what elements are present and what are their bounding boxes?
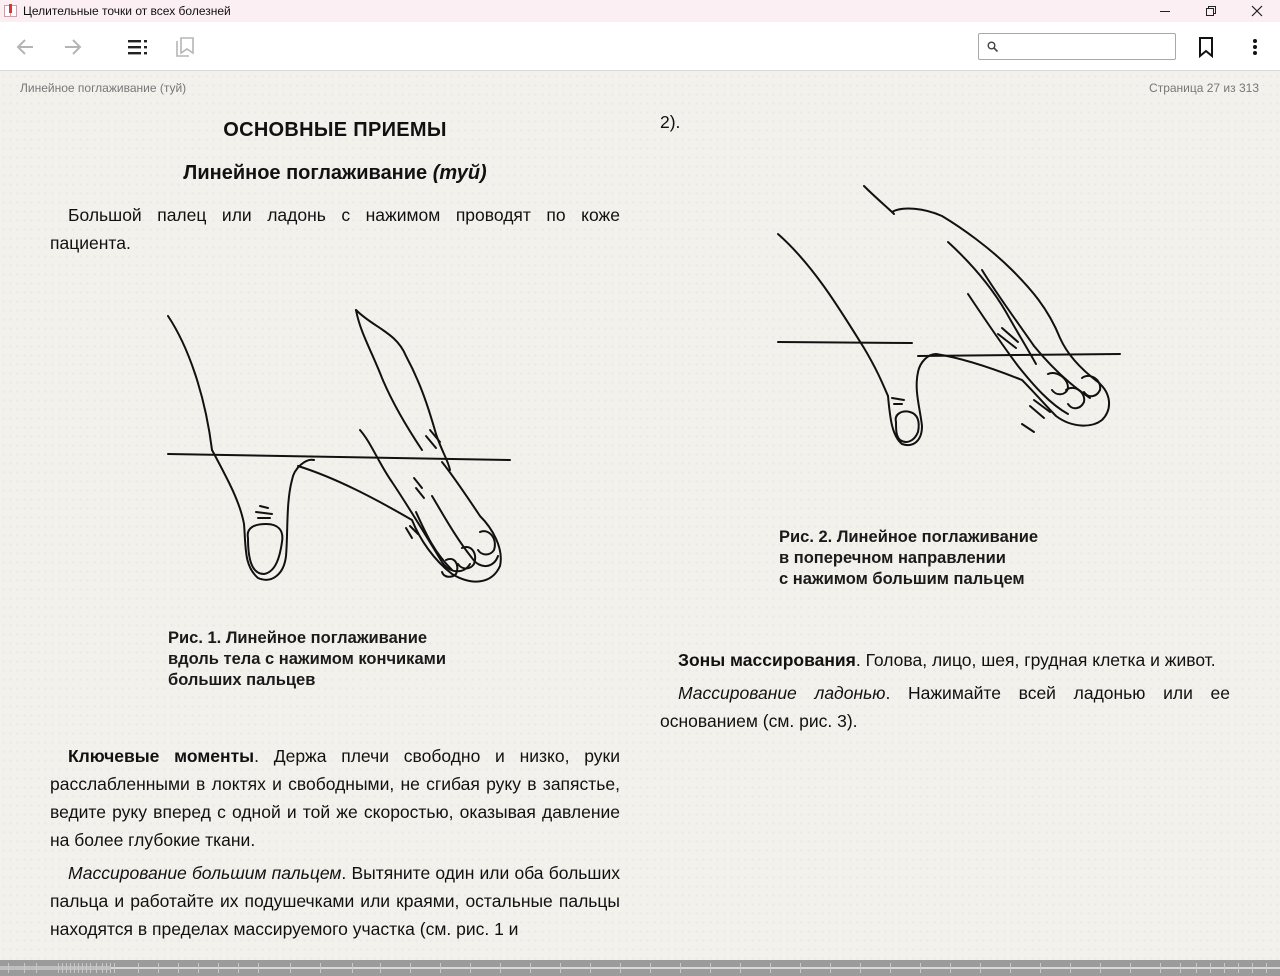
chapter-tick: [950, 963, 951, 973]
figure-2-caption: [779, 527, 1139, 590]
restore-button[interactable]: [1188, 0, 1234, 22]
chapter-tick: [500, 963, 501, 973]
chapter-tick: [1070, 963, 1071, 973]
thumb-massage-text: . Вытяните один или оба больших пальца и работайте их подушечками или краями, остальные пальцы находятся в пределах массируемого участка (см. рис. 1 и: [50, 863, 620, 939]
key-points-text: . Держа плечи свободно и низко, руки расслабленными в локтях и свободными, не сгибая руку в запястье, ведите руку вперед с одной и той же скоростью, оказывая давление на более глубокие ткани.: [50, 746, 620, 850]
figure-1-caption-line: Рис. 1. Линейное поглаживание: [168, 629, 428, 647]
forward-button[interactable]: [60, 34, 86, 60]
chapter-tick: [650, 963, 651, 973]
progress-track: [0, 967, 1280, 969]
chapter-tick: [78, 963, 79, 973]
figure-1-caption-line: вдоль тела с нажимом кончиками: [168, 650, 446, 668]
chapter-tick: [890, 963, 891, 973]
chapter-tick: [1010, 963, 1011, 973]
window-controls: [1142, 0, 1280, 22]
menu-button[interactable]: [1242, 34, 1268, 60]
search-box[interactable]: [978, 33, 1176, 60]
chapter-tick: [138, 963, 139, 973]
chapter-tick: [830, 963, 831, 973]
chapter-tick: [58, 963, 59, 973]
chapter-tick: [36, 963, 37, 973]
chapter-tick: [258, 963, 259, 973]
restore-icon: [1205, 5, 1217, 17]
continued-text: 2).: [660, 112, 681, 132]
figure-1-caption-line: больших пальцев: [168, 671, 316, 689]
close-icon: [1251, 5, 1263, 17]
back-button[interactable]: [12, 34, 38, 60]
chapter-tick: [530, 963, 531, 973]
bookmark-icon: [1196, 36, 1216, 58]
chapter-tick: [70, 963, 71, 973]
chapter-tick: [440, 963, 441, 973]
chapter-tick: [1252, 963, 1253, 973]
bookmark-button[interactable]: [1193, 34, 1219, 60]
bookmarks-list-button[interactable]: [172, 34, 198, 60]
subheading-main: Линейное поглаживание: [183, 162, 433, 184]
figure-2-caption-line: Рис. 2. Линейное поглаживание: [779, 528, 1039, 546]
chapter-tick: [290, 963, 291, 973]
search-input[interactable]: [1003, 37, 1171, 56]
chapter-tick: [102, 963, 103, 973]
thumb-massage-paragraph: [50, 859, 620, 943]
book-app-icon: [4, 4, 18, 18]
arrow-right-icon: [63, 37, 83, 57]
chapter-tick: [352, 963, 353, 973]
chapter-tick: [740, 963, 741, 973]
chapter-tick: [158, 963, 159, 973]
chapter-tick: [410, 963, 411, 973]
palm-massage-paragraph: [660, 679, 1230, 735]
chapter-tick: [1100, 963, 1101, 973]
chapter-tick: [1224, 963, 1225, 973]
chapter-tick: [24, 963, 25, 973]
chapter-tick: [470, 963, 471, 973]
chapter-tick: [1180, 963, 1181, 973]
reading-progress-bar[interactable]: [0, 960, 1280, 976]
chapter-tick: [82, 963, 83, 973]
window-title: Целительные точки от всех болезней: [23, 4, 231, 18]
subsection-heading: [50, 162, 620, 185]
chapter-tick: [1266, 963, 1267, 973]
search-icon: [987, 41, 998, 52]
chapter-tick: [800, 963, 801, 973]
subheading-term: (туй): [432, 162, 487, 184]
chapter-tick: [198, 963, 199, 973]
minimize-icon: [1159, 5, 1171, 17]
intro-paragraph: Большой палец или ладонь с нажимом проводят по коже пациента.: [50, 205, 620, 253]
thumb-massage-term: Массирование большим пальцем: [68, 863, 342, 883]
arrow-left-icon: [15, 37, 35, 57]
chapter-tick: [90, 963, 91, 973]
page-indicator: Страница 27 из 313: [1149, 81, 1259, 95]
figure-2-caption-line: в поперечном направлении: [779, 549, 1006, 567]
chapter-tick: [380, 963, 381, 973]
chapter-tick: [860, 963, 861, 973]
figure-1-caption: [168, 628, 528, 691]
close-button[interactable]: [1234, 0, 1280, 22]
table-of-contents-button[interactable]: [124, 34, 150, 60]
chapter-tick: [920, 963, 921, 973]
section-heading: ОСНОВНЫЕ ПРИЕМЫ: [223, 119, 447, 141]
chapter-tick: [114, 963, 115, 973]
palm-massage-term: Массирование ладонью: [678, 683, 886, 703]
chapter-tick: [110, 963, 111, 973]
figure-1-illustration: [160, 302, 520, 607]
chapter-tick: [96, 963, 97, 973]
chapter-tick: [66, 963, 67, 973]
chapter-tick: [8, 963, 9, 973]
chapter-tick: [1210, 963, 1211, 973]
zones-term: Зоны массирования: [678, 650, 856, 670]
key-points-term: Ключевые моменты: [68, 746, 255, 766]
zones-text: . Голова, лицо, шея, грудная клетка и живот.: [855, 650, 1216, 670]
key-points-paragraph: [50, 742, 620, 854]
progress-position: [0, 966, 110, 970]
reading-area[interactable]: [0, 72, 1280, 960]
figure-2-illustration: [772, 178, 1132, 508]
chapter-tick: [74, 963, 75, 973]
title-bar: [0, 0, 1280, 22]
minimize-button[interactable]: [1142, 0, 1188, 22]
chapter-tick: [770, 963, 771, 973]
bookmarks-list-icon: [174, 36, 196, 58]
chapter-tick: [178, 963, 179, 973]
reader-toolbar: [0, 22, 1280, 71]
more-vertical-icon: [1251, 37, 1259, 57]
figure-2-caption-line: с нажимом большим пальцем: [779, 570, 1025, 588]
chapter-tick: [320, 963, 321, 973]
chapter-tick: [1040, 963, 1041, 973]
chapter-tick: [238, 963, 239, 973]
chapter-tick: [980, 963, 981, 973]
chapter-tick: [590, 963, 591, 973]
chapter-tick: [710, 963, 711, 973]
chapter-tick: [62, 963, 63, 973]
chapter-tick: [218, 963, 219, 973]
chapter-tick: [620, 963, 621, 973]
chapter-tick: [106, 963, 107, 973]
chapter-tick: [86, 963, 87, 973]
zones-paragraph: [660, 646, 1230, 674]
chapter-tick: [1196, 963, 1197, 973]
chapter-tick: [680, 963, 681, 973]
chapter-tick: [1130, 963, 1131, 973]
table-of-contents-icon: [126, 37, 148, 57]
chapter-tick: [1160, 963, 1161, 973]
chapter-tick: [1238, 963, 1239, 973]
chapter-title: Линейное поглаживание (туй): [20, 81, 187, 95]
chapter-tick: [560, 963, 561, 973]
palm-massage-text: . Нажимайте всей ладонью или ее основанием (см. рис. 3).: [660, 683, 1230, 731]
